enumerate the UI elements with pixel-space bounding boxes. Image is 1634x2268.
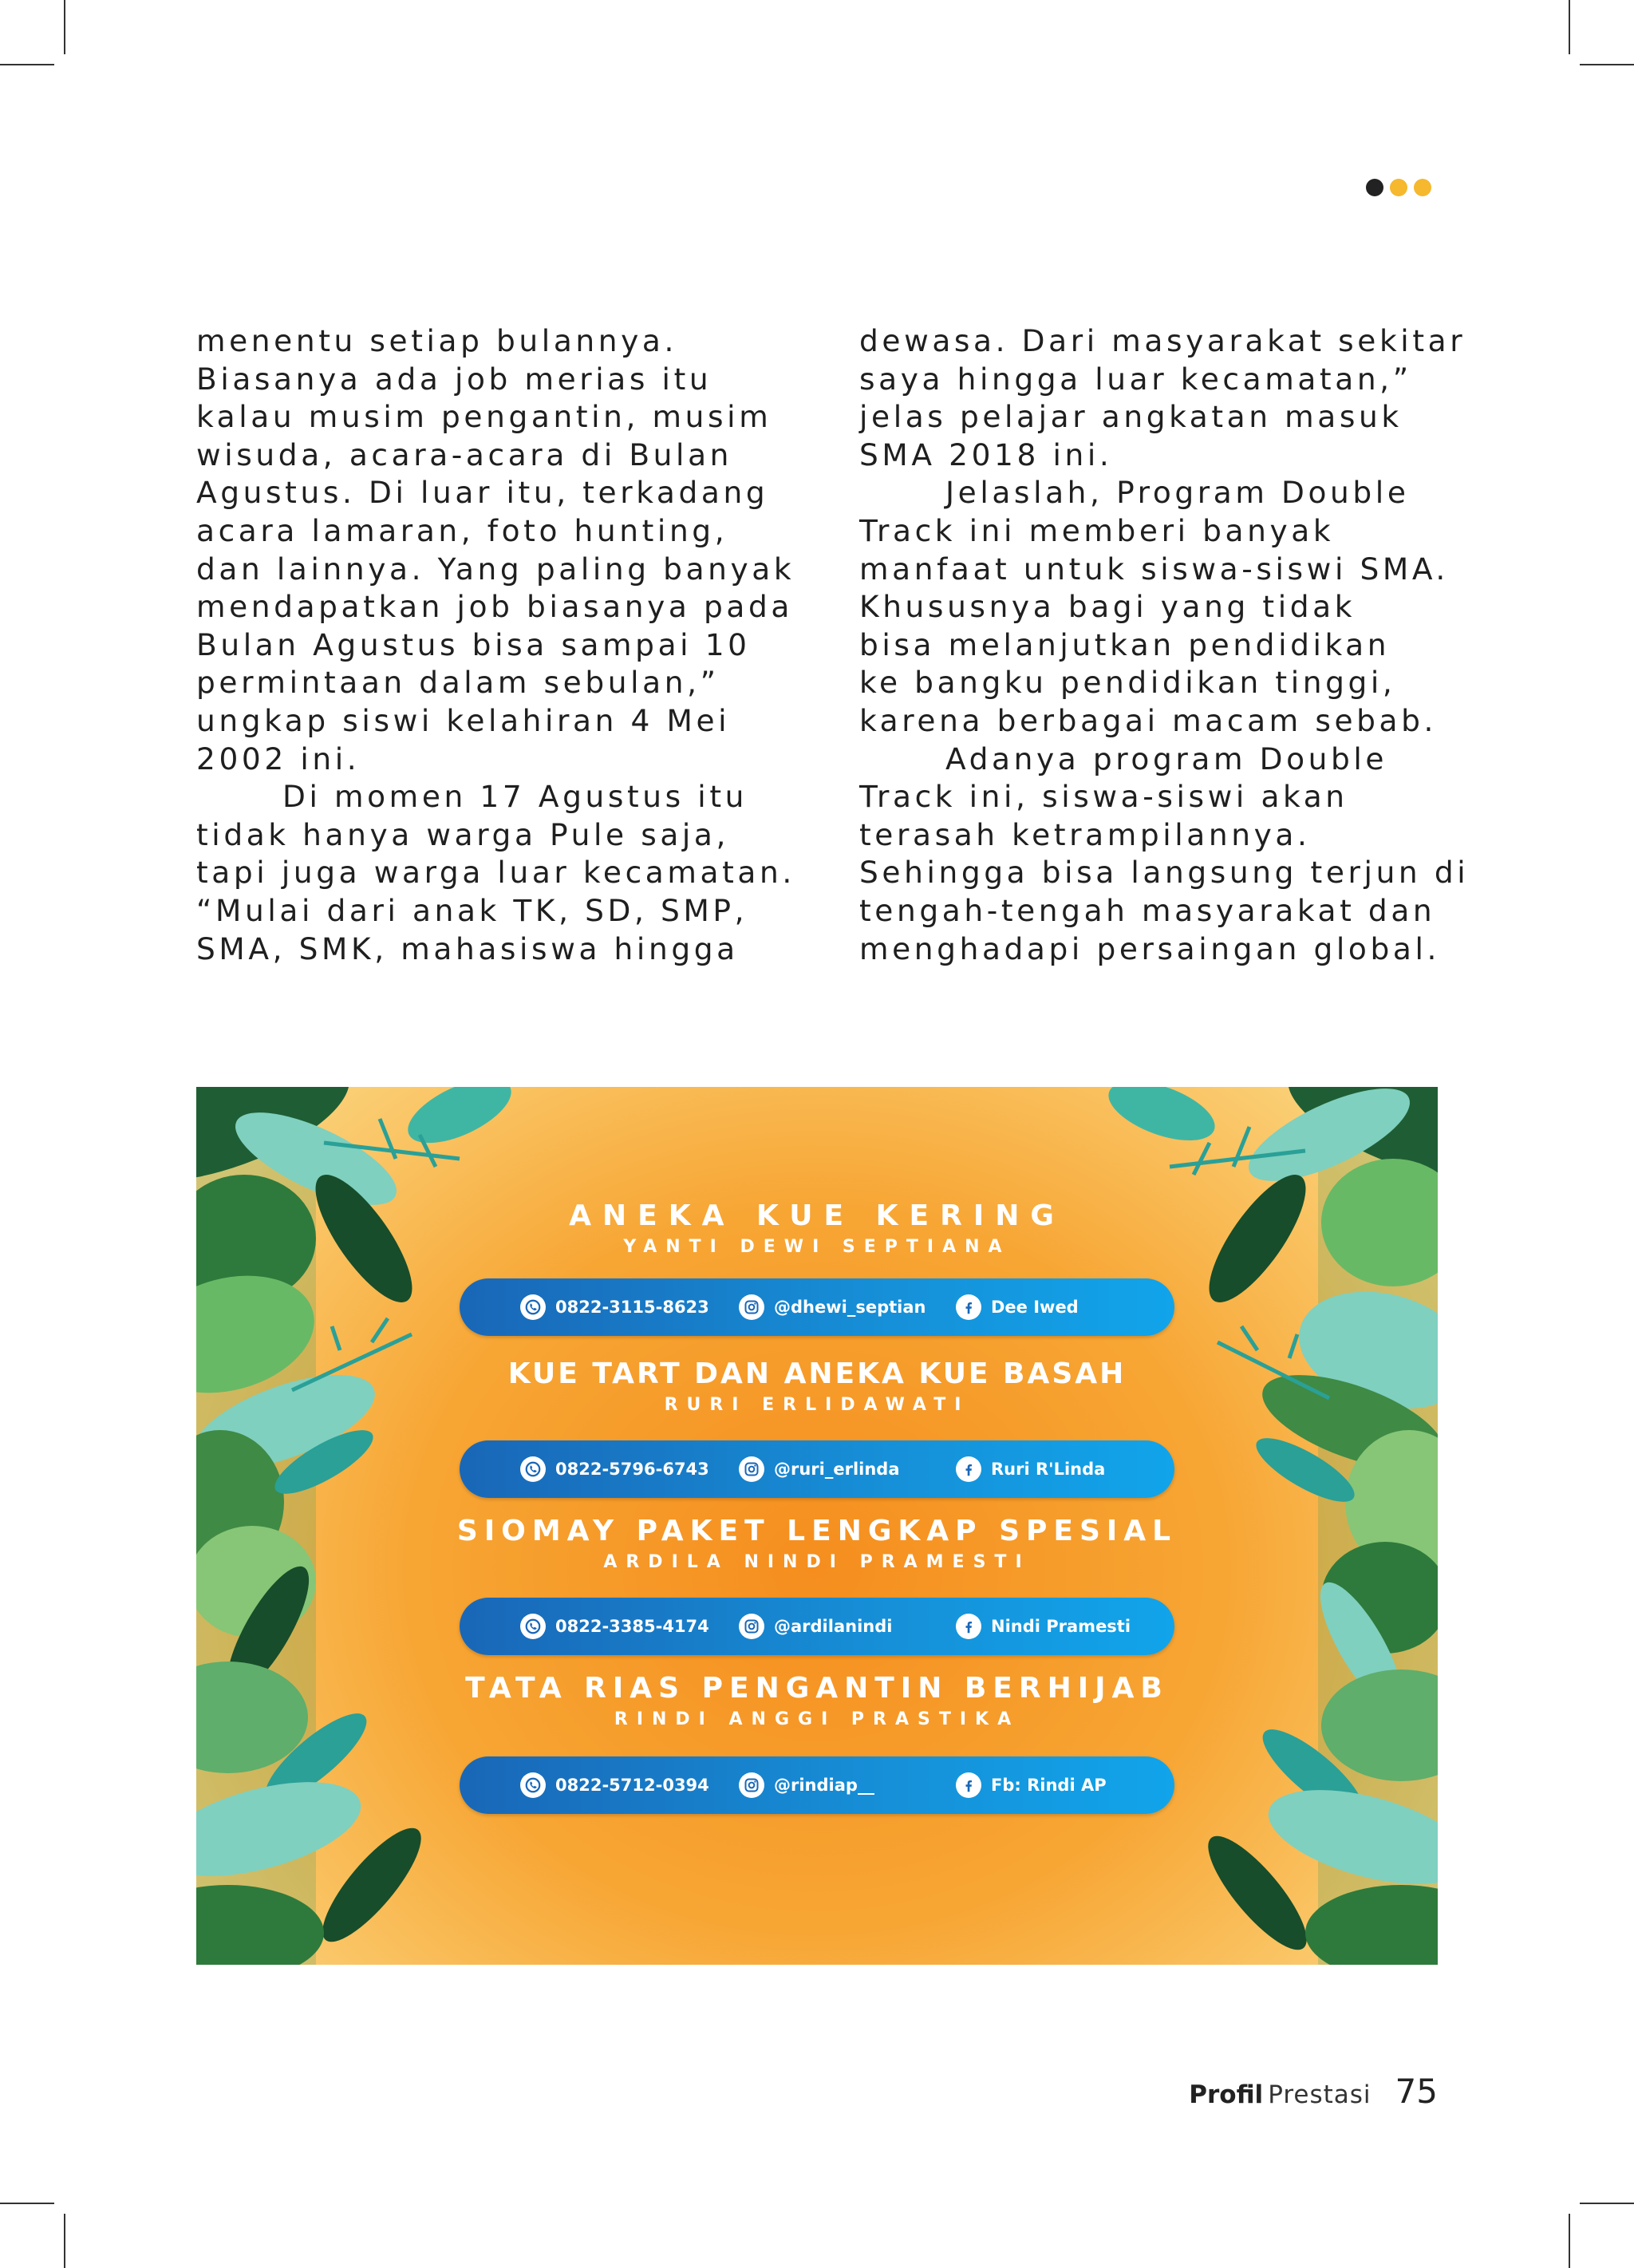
article-line: ke bangku pendidikan tinggi,	[859, 665, 1396, 701]
article-line: acara lamaran, foto hunting,	[196, 512, 728, 548]
article-line: dewasa. Dari masyarakat sekitar	[859, 323, 1466, 358]
article-line: Khususnya bagi yang tidak	[859, 589, 1356, 625]
crop-mark	[0, 64, 54, 65]
instagram-text: @dhewi_septian	[774, 1298, 926, 1317]
instagram-contact	[739, 1278, 926, 1336]
crop-mark	[64, 2214, 65, 2268]
article-line: jelas pelajar angkatan masuk	[859, 399, 1403, 435]
article-line: tengah-tengah masyarakat dan	[859, 892, 1436, 928]
accent-dot	[1414, 179, 1431, 196]
phone-text: 0822-5796-6743	[555, 1460, 709, 1479]
instagram-icon	[739, 1614, 764, 1639]
article-line: bisa melanjutkan pendidikan	[859, 626, 1391, 662]
facebook-icon	[956, 1614, 981, 1639]
whatsapp-icon	[520, 1772, 546, 1798]
article-line: manfaat untuk siswa-siswi SMA.	[859, 551, 1449, 587]
crop-mark	[0, 2203, 54, 2204]
whatsapp-icon	[520, 1614, 546, 1639]
article-line: 2002 ini.	[196, 741, 361, 776]
crop-mark	[1569, 0, 1570, 54]
contact-bar	[460, 1756, 1174, 1814]
article-line: Jelaslah, Program Double	[945, 475, 1410, 511]
facebook-text: Dee Iwed	[991, 1298, 1079, 1317]
article-line: Sehingga bisa langsung terjun di	[859, 855, 1470, 891]
instagram-icon	[739, 1456, 764, 1482]
facebook-icon	[956, 1772, 981, 1798]
article-line: menentu setiap bulannya.	[196, 323, 678, 358]
footer-section: Prestasi	[1268, 2080, 1372, 2109]
whatsapp-icon	[520, 1456, 546, 1482]
facebook-text: Nindi Pramesti	[991, 1617, 1131, 1636]
article-line: ungkap siswi kelahiran 4 Mei	[196, 702, 731, 738]
instagram-text: @ardilanindi	[774, 1617, 893, 1636]
phone-contact	[520, 1440, 709, 1498]
article-line: permintaan dalam sebulan,”	[196, 665, 720, 701]
article-line: Di momen 17 Agustus itu	[282, 779, 748, 815]
phone-contact	[520, 1598, 709, 1655]
owner-name: YANTI DEWI SEPTIANA	[623, 1237, 1011, 1257]
accent-dot	[1366, 179, 1383, 196]
instagram-contact	[739, 1756, 874, 1814]
article-line: Adanya program Double	[945, 741, 1388, 776]
article-column-right	[859, 322, 1470, 968]
facebook-contact	[956, 1598, 1131, 1655]
facebook-contact	[956, 1440, 1105, 1498]
crop-mark	[1569, 2214, 1570, 2268]
phone-text: 0822-3115-8623	[555, 1298, 709, 1317]
business-title: ANEKA KUE KERING	[569, 1199, 1065, 1232]
owner-name: RURI ERLIDAWATI	[664, 1395, 970, 1415]
facebook-text: Ruri R'Linda	[991, 1460, 1106, 1479]
phone-text: 0822-5712-0394	[555, 1776, 709, 1795]
section-dots	[1366, 179, 1431, 196]
article-line: saya hingga luar kecamatan,”	[859, 361, 1412, 397]
advertisement-banner	[196, 1087, 1438, 1965]
article-line: tidak hanya warga Pule saja,	[196, 816, 730, 852]
instagram-text: @rindiap__	[774, 1776, 874, 1795]
ad-entry	[196, 1199, 1438, 1259]
ad-entry	[196, 1671, 1438, 1732]
ad-entry	[196, 1514, 1438, 1575]
facebook-icon	[956, 1294, 981, 1320]
crop-mark	[1580, 64, 1634, 65]
whatsapp-icon	[520, 1294, 546, 1320]
contact-bar	[460, 1598, 1174, 1655]
owner-name: ARDILA NINDI PRAMESTI	[603, 1552, 1031, 1572]
page-footer	[1189, 2072, 1438, 2111]
article-line: SMA, SMK, mahasiswa hingga	[196, 931, 739, 966]
business-title: TATA RIAS PENGANTIN BERHIJAB	[465, 1672, 1169, 1705]
facebook-icon	[956, 1456, 981, 1482]
article-line: wisuda, acara-acara di Bulan	[196, 437, 733, 472]
article-line: karena berbagai macam sebab.	[859, 702, 1438, 738]
article-line: mendapatkan job biasanya pada	[196, 589, 793, 625]
ad-entry	[196, 1357, 1438, 1417]
phone-contact	[520, 1756, 709, 1814]
article-line: terasah ketrampilannya.	[859, 816, 1311, 852]
crop-mark	[64, 0, 65, 54]
business-title: KUE TART DAN ANEKA KUE BASAH	[507, 1357, 1127, 1390]
article-line: Track ini memberi banyak	[859, 512, 1335, 548]
contact-bar	[460, 1278, 1174, 1336]
instagram-icon	[739, 1772, 764, 1798]
article-line: Biasanya ada job merias itu	[196, 361, 712, 397]
article-line: Agustus. Di luar itu, terkadang	[196, 475, 769, 511]
article-line: Bulan Agustus bisa sampai 10	[196, 626, 751, 662]
contact-bar	[460, 1440, 1174, 1498]
article-line: Track ini, siswa-siswi akan	[859, 779, 1348, 815]
business-title: SIOMAY PAKET LENGKAP SPESIAL	[456, 1515, 1178, 1547]
article-line: menghadapi persaingan global.	[859, 931, 1440, 966]
article-line: “Mulai dari anak TK, SD, SMP,	[196, 892, 748, 928]
page-number: 75	[1395, 2072, 1438, 2111]
instagram-contact	[739, 1440, 900, 1498]
phone-text: 0822-3385-4174	[555, 1617, 709, 1636]
article-line: tapi juga warga luar kecamatan.	[196, 855, 795, 891]
facebook-contact	[956, 1278, 1079, 1336]
owner-name: RINDI ANGGI PRASTIKA	[614, 1709, 1020, 1729]
facebook-text: Fb: Rindi AP	[991, 1776, 1107, 1795]
facebook-contact	[956, 1756, 1107, 1814]
accent-dot	[1390, 179, 1407, 196]
instagram-contact	[739, 1598, 892, 1655]
article-column-left	[196, 322, 795, 968]
article-line: SMA 2018 ini.	[859, 437, 1113, 472]
instagram-text: @ruri_erlinda	[774, 1460, 900, 1479]
instagram-icon	[739, 1294, 764, 1320]
phone-contact	[520, 1278, 709, 1336]
crop-mark	[1580, 2203, 1634, 2204]
article-line: dan lainnya. Yang paling banyak	[196, 551, 795, 587]
article-line: kalau musim pengantin, musim	[196, 399, 772, 435]
footer-brand: Profil	[1189, 2080, 1264, 2109]
